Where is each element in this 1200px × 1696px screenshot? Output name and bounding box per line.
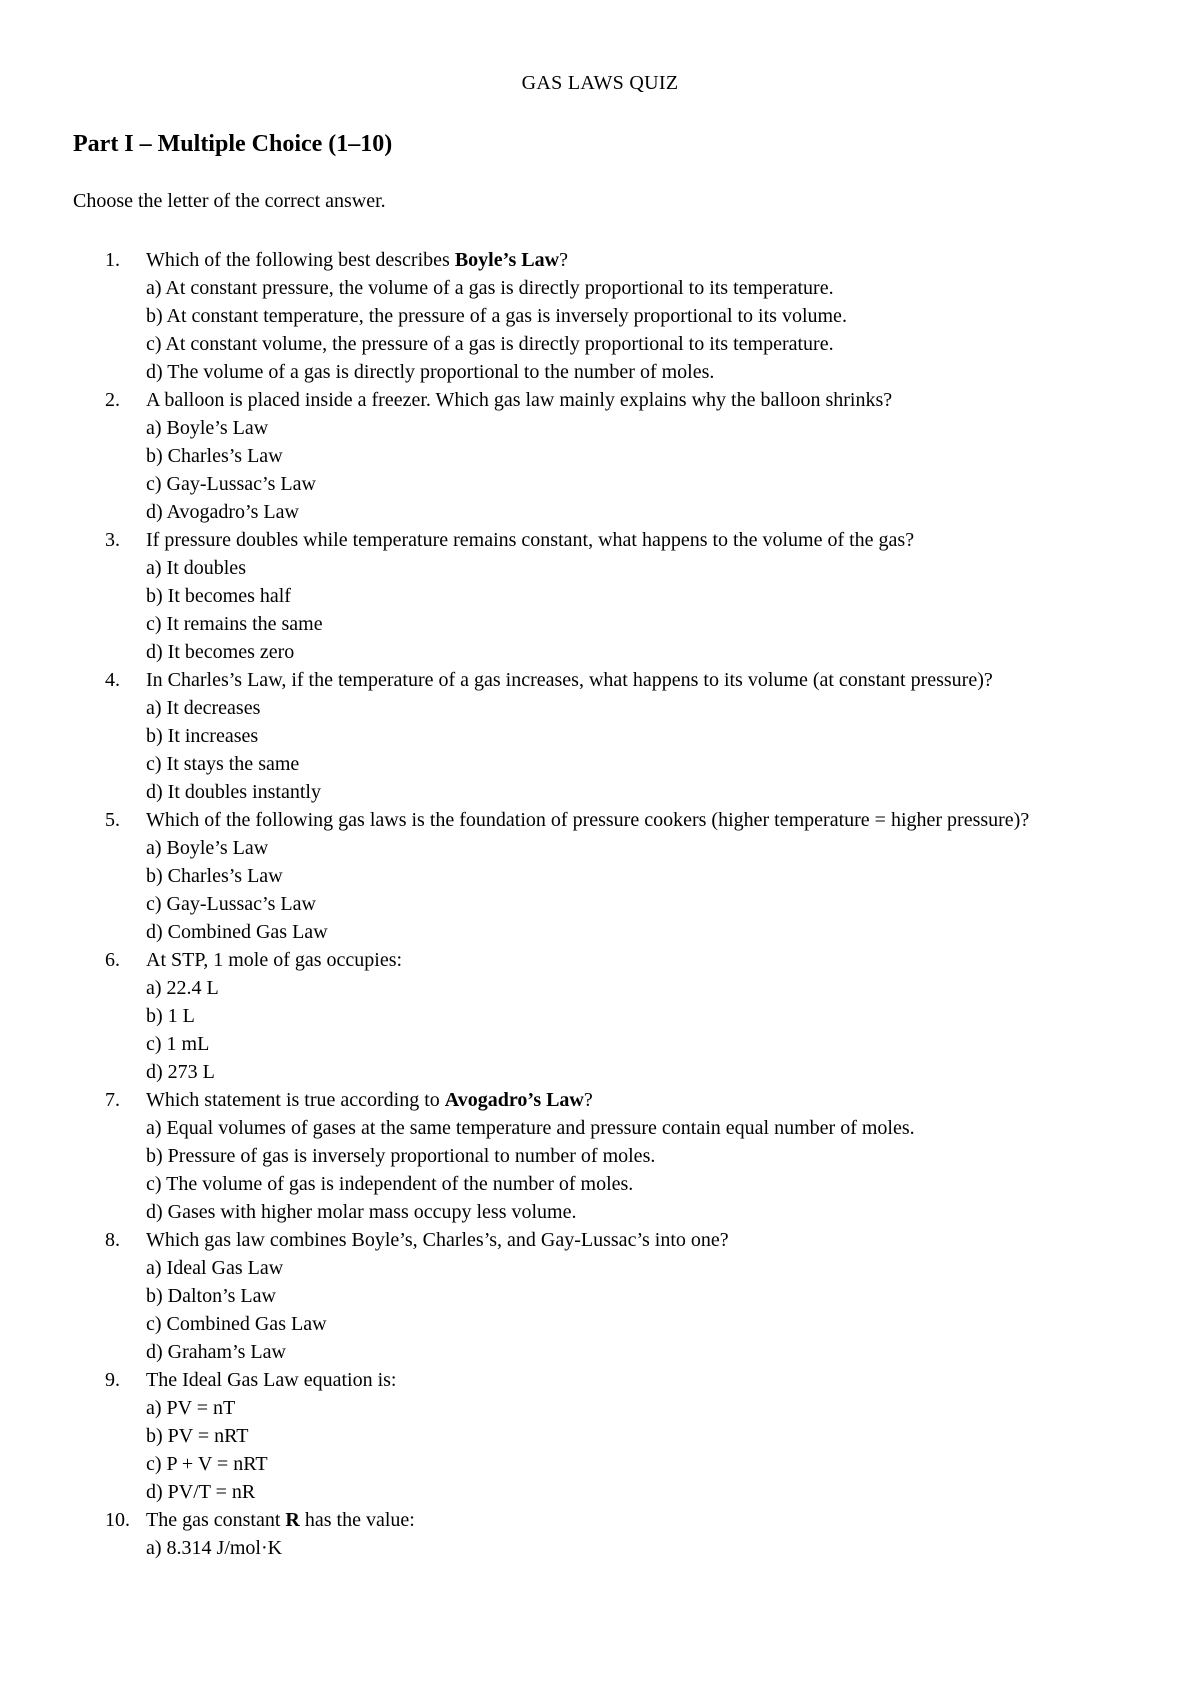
question-text-segment: Which of the following gas laws is the foundation of pressure cookers (higher temperature = higher pressure)? (146, 809, 1030, 831)
answer-option: d) PV/T = nR (146, 1481, 256, 1503)
question-number: 10. (105, 1509, 130, 1531)
question-number: 4. (105, 669, 120, 691)
question-text-segment: ? (583, 1089, 593, 1111)
question-text-segment: If pressure doubles while temperature remains constant, what happens to the volume of the gas? (146, 529, 915, 551)
question-7 (0, 1086, 1200, 1226)
question-list (0, 246, 1200, 1562)
question-text-segment: Which of the following best describes (146, 249, 455, 271)
question-text-segment: In Charles’s Law, if the temperature of a gas increases, what happens to its volume (at constant pressure)? (146, 669, 993, 691)
question-3 (0, 526, 1200, 666)
question-10 (0, 1506, 1200, 1562)
question-1 (0, 246, 1200, 386)
answer-option: a) Equal volumes of gases at the same temperature and pressure contain equal number of moles. (146, 1117, 915, 1139)
answer-option: d) Graham’s Law (146, 1341, 286, 1363)
question-6 (0, 946, 1200, 1086)
question-text-segment: has the value: (299, 1509, 415, 1531)
answer-option: c) At constant volume, the pressure of a gas is directly proportional to its temperature. (146, 333, 834, 355)
answer-option: d) Combined Gas Law (146, 921, 328, 943)
instructions: Choose the letter of the correct answer. (73, 190, 386, 212)
answer-option: b) 1 L (146, 1005, 195, 1027)
answer-option: d) 273 L (146, 1061, 215, 1083)
answer-option: d) It doubles instantly (146, 781, 321, 803)
answer-option: a) PV = nT (146, 1397, 236, 1419)
answer-option: a) 8.314 J/mol·K (146, 1537, 283, 1559)
answer-option: d) The volume of a gas is directly proportional to the number of moles. (146, 361, 715, 383)
answer-option: c) Gay-Lussac’s Law (146, 473, 316, 495)
question-text (146, 246, 1126, 274)
answer-option: c) P + V = nRT (146, 1453, 268, 1475)
question-text-segment: Which statement is true according to (146, 1089, 445, 1111)
answer-option: d) Avogadro’s Law (146, 501, 299, 523)
question-number: 6. (105, 949, 120, 971)
question-text-emphasis: R (285, 1509, 300, 1531)
question-number: 5. (105, 809, 120, 831)
question-text-segment: A balloon is placed inside a freezer. Which gas law mainly explains why the balloon shrinks? (146, 389, 893, 411)
document-title: GAS LAWS QUIZ (521, 72, 679, 94)
answer-option: b) At constant temperature, the pressure of a gas is inversely proportional to its volume. (146, 305, 847, 327)
answer-option: b) Dalton’s Law (146, 1285, 276, 1307)
answer-option: a) Boyle’s Law (146, 837, 269, 859)
answer-option: c) Combined Gas Law (146, 1313, 327, 1335)
answer-option: c) It stays the same (146, 753, 300, 775)
question-text (146, 1506, 1126, 1534)
question-number: 7. (105, 1089, 120, 1111)
question-text-segment: ? (559, 249, 568, 271)
question-text (146, 806, 1126, 834)
question-text (146, 1226, 1126, 1254)
part-heading: Part I – Multiple Choice (1–10) (73, 131, 393, 157)
question-text-emphasis: Avogadro’s Law (444, 1089, 584, 1111)
question-4 (0, 666, 1200, 806)
answer-option: c) It remains the same (146, 613, 323, 635)
question-5 (0, 806, 1200, 946)
answer-option: d) It becomes zero (146, 641, 295, 663)
answer-option: a) Ideal Gas Law (146, 1257, 284, 1279)
question-text-emphasis: Boyle’s Law (454, 249, 560, 271)
question-text-segment: The Ideal Gas Law equation is: (146, 1369, 397, 1391)
question-text (146, 666, 1126, 694)
answer-option: c) Gay-Lussac’s Law (146, 893, 316, 915)
question-2 (0, 386, 1200, 526)
answer-option: b) Charles’s Law (146, 445, 283, 467)
answer-option: b) It becomes half (146, 585, 291, 607)
answer-option: c) The volume of gas is independent of the number of moles. (146, 1173, 634, 1195)
answer-option: a) At constant pressure, the volume of a gas is directly proportional to its temperature. (146, 277, 834, 299)
answer-option: a) It doubles (146, 557, 246, 579)
question-8 (0, 1226, 1200, 1366)
answer-option: a) 22.4 L (146, 977, 219, 999)
question-text (146, 946, 1126, 974)
question-number: 2. (105, 389, 120, 411)
question-text (146, 1366, 1126, 1394)
question-number: 9. (105, 1369, 120, 1391)
answer-option: d) Gases with higher molar mass occupy less volume. (146, 1201, 577, 1223)
question-9 (0, 1366, 1200, 1506)
question-text-segment: Which gas law combines Boyle’s, Charles’s, and Gay-Lussac’s into one? (146, 1229, 729, 1251)
answer-option: b) It increases (146, 725, 259, 747)
question-text-segment: The gas constant (146, 1509, 286, 1531)
answer-option: b) Charles’s Law (146, 865, 283, 887)
question-number: 1. (105, 249, 120, 271)
answer-option: a) Boyle’s Law (146, 417, 269, 439)
question-number: 8. (105, 1229, 120, 1251)
question-number: 3. (105, 529, 120, 551)
question-text (146, 526, 1126, 554)
question-text (146, 386, 1126, 414)
question-text (146, 1086, 1126, 1114)
question-text-segment: At STP, 1 mole of gas occupies: (146, 949, 403, 971)
answer-option: c) 1 mL (146, 1033, 210, 1055)
answer-option: b) Pressure of gas is inversely proportional to number of moles. (146, 1145, 656, 1167)
answer-option: b) PV = nRT (146, 1425, 249, 1447)
answer-option: a) It decreases (146, 697, 261, 719)
